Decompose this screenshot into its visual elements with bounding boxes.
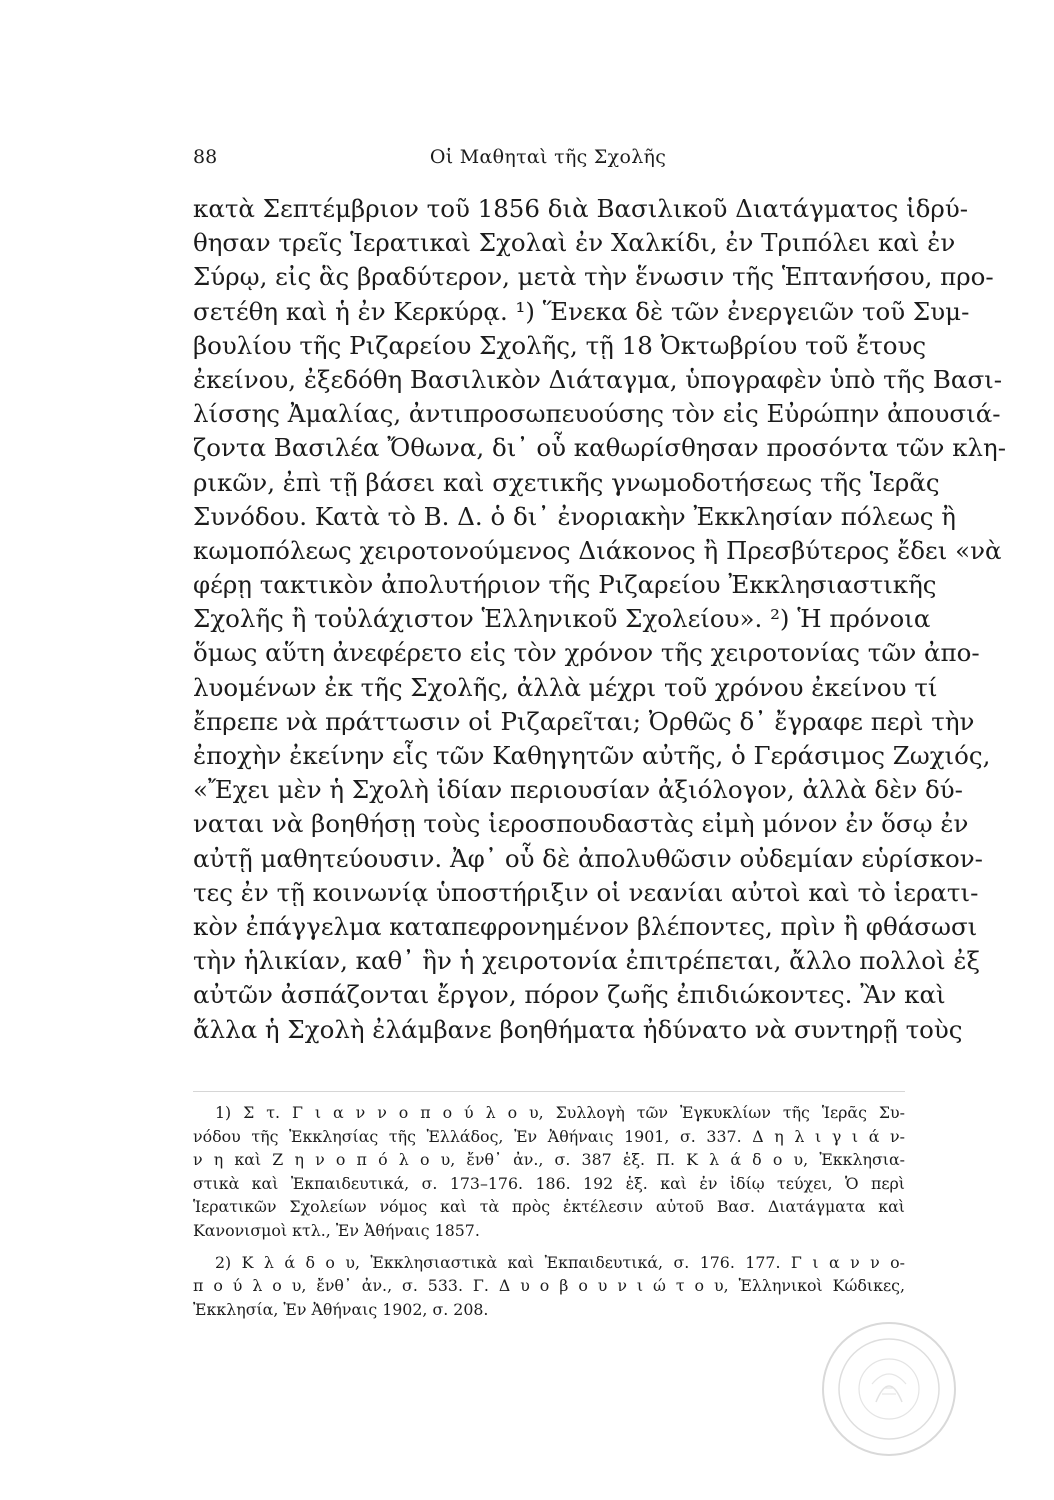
text-line: «Ἔχει μὲν ἡ Σχολὴ ἰδίαν περιουσίαν ἀξιόλογον, ἀλλὰ δὲν δύ- (193, 775, 963, 805)
footnote-line: π ο ύ λ ο υ, ἔνθ᾽ ἀν., σ. 533. Γ. Δ υ ο β ο υ ν ι ώ τ ο υ, Ἑλληνικοὶ Κώδικες, (193, 1276, 905, 1296)
text-line: κωμοπόλεως χειροτονούμενος Διάκονος ἢ Πρεσβύτερος ἔδει «νὰ (193, 535, 1002, 565)
footnotes (193, 1101, 905, 1321)
text-line: ὅμως αὕτη ἀνεφέρετο εἰς τὸν χρόνον τῆς χειροτονίας τῶν ἀπο- (193, 638, 980, 668)
footnote-line: Ἐκκλησία, Ἐν Ἀθήναις 1902, σ. 208. (193, 1299, 489, 1319)
library-seal-stamp (822, 1322, 956, 1456)
text-line: αὐτῇ μαθητεύουσιν. Ἀφ᾽ οὗ δὲ ἀπολυθῶσιν οὐδεμίαν εὑρίσκον- (193, 843, 983, 873)
text-line: αὐτῶν ἀσπάζονται ἔργον, πόρον ζωῆς ἐπιδιώκοντες. Ἂν καὶ (193, 980, 946, 1010)
footnote-1 (193, 1101, 905, 1243)
footnote-line: Κανονισμοὶ κτλ., Ἐν Ἀθήναις 1857. (193, 1220, 480, 1240)
footnote-line: ν η καὶ Ζ η ν ο π ό λ ο υ, ἔνθ᾽ ἀν., σ. 387 ἑξ. Π. Κ λ ά δ ο υ, Ἐκκλησια- (193, 1150, 905, 1170)
text-line: φέρῃ τακτικὸν ἀπολυτήριον τῆς Ριζαρείου Ἐκκλησιαστικῆς (193, 570, 937, 600)
footnote-line: νόδου τῆς Ἐκκλησίας τῆς Ἑλλάδος, Ἐν Ἀθήναις 1901, σ. 337. Δ η λ ι γ ι ά ν- (193, 1126, 905, 1146)
footnote-line: Ἱερατικῶν Σχολείων νόμος καὶ τὰ πρὸς ἐκτέλεσιν αὐτοῦ Βασ. Διατάγματα καὶ (193, 1197, 905, 1217)
text-line: σετέθη καὶ ἡ ἐν Κερκύρᾳ. ¹) Ἕνεκα δὲ τῶν ἐνεργειῶν τοῦ Συμ- (193, 296, 970, 326)
text-line: ἐκείνου, ἐξεδόθη Βασιλικὸν Διάταγμα, ὑπογραφὲν ὑπὸ τῆς Βασι- (193, 364, 1003, 394)
running-title: Οἱ Μαθηταὶ τῆς Σχολῆς (429, 146, 667, 168)
text-line: λίσσης Ἀμαλίας, ἀντιπροσωπευούσης τὸν εἰς Εὐρώπην ἀπουσιά- (193, 399, 1001, 429)
text-line: θησαν τρεῖς Ἱερατικαὶ Σχολαὶ ἐν Χαλκίδι, ἐν Τριπόλει καὶ ἐν (193, 228, 956, 258)
text-line: ναται νὰ βοηθήσῃ τοὺς ἱεροσπουδαστὰς εἰμὴ μόνον ἐν ὅσῳ ἐν (193, 809, 969, 839)
text-line: Σχολῆς ἢ τοὐλάχιστον Ἑλληνικοῦ Σχολείου». ²) Ἡ πρόνοια (193, 604, 931, 634)
footnote-line: 1) Σ τ. Γ ι α ν ν ο π ο ύ λ ο υ, Συλλογὴ τῶν Ἐγκυκλίων τῆς Ἱερᾶς Συ- (215, 1103, 905, 1122)
text-line: ρικῶν, ἐπὶ τῇ βάσει καὶ σχετικῆς γνωμοδοτήσεως τῆς Ἱερᾶς (193, 467, 940, 497)
text-line: βουλίου τῆς Ριζαρείου Σχολῆς, τῇ 18 Ὀκτωβρίου τοῦ ἔτους (193, 330, 927, 360)
text-line: κὸν ἐπάγγελμα καταπεφρονημένον βλέποντες, πρὶν ἢ φθάσωσι (193, 911, 978, 941)
text-line: τες ἐν τῇ κοινωνίᾳ ὑποστήριξιν οἱ νεανίαι αὐτοὶ καὶ τὸ ἱερατι- (193, 877, 979, 907)
footnote-line: 2) Κ λ ά δ ο υ, Ἐκκλησιαστικὰ καὶ Ἐκπαιδευτικά, σ. 176. 177. Γ ι α ν ν ο- (215, 1252, 905, 1272)
text-line: κατὰ Σεπτέμβριον τοῦ 1856 διὰ Βασιλικοῦ Διατάγματος ἱδρύ- (193, 194, 969, 223)
footnote-line: στικὰ καὶ Ἐκπαιδευτικά, σ. 173–176. 186. 192 ἑξ. καὶ ἐν ἰδίῳ τεύχει, Ὁ περὶ (193, 1173, 905, 1193)
text-line: Σύρῳ, εἰς ἃς βραδύτερον, μετὰ τὴν ἕνωσιν τῆς Ἑπτανήσου, προ- (193, 262, 994, 292)
footnote-2 (193, 1251, 905, 1322)
text-line: Συνόδου. Κατὰ τὸ Β. Δ. ὁ δι᾽ ἐνοριακὴν Ἐκκλησίαν πόλεως ἢ (193, 501, 956, 531)
page-header (193, 146, 903, 176)
text-line: ἐποχὴν ἐκείνην εἷς τῶν Καθηγητῶν αὐτῆς, ὁ Γεράσιμος Ζωχιός, (193, 741, 991, 770)
text-line: ἔπρεπε νὰ πράττωσιν οἱ Ριζαρεῖται; Ὀρθῶς δ᾽ ἔγραφε περὶ τὴν (193, 706, 975, 736)
footnote-divider (193, 1091, 905, 1092)
text-line: ζοντα Βασιλέα Ὄθωνα, δι᾽ οὗ καθωρίσθησαν προσόντα τῶν κλη- (193, 433, 1006, 463)
text-line: λυομένων ἐκ τῆς Σχολῆς, ἀλλὰ μέχρι τοῦ χρόνου ἐκείνου τί (193, 672, 938, 702)
page-number: 88 (193, 146, 218, 168)
text-line: τὴν ἡλικίαν, καθ᾽ ἣν ἡ χειροτονία ἐπιτρέπεται, ἄλλο πολλοὶ ἐξ (193, 946, 980, 976)
body-text (193, 192, 1006, 1047)
text-line: ἄλλα ἡ Σχολὴ ἐλάμβανε βοηθήματα ἠδύνατο νὰ συντηρῇ τοὺς (193, 1014, 963, 1044)
seal-icon (824, 1324, 954, 1454)
